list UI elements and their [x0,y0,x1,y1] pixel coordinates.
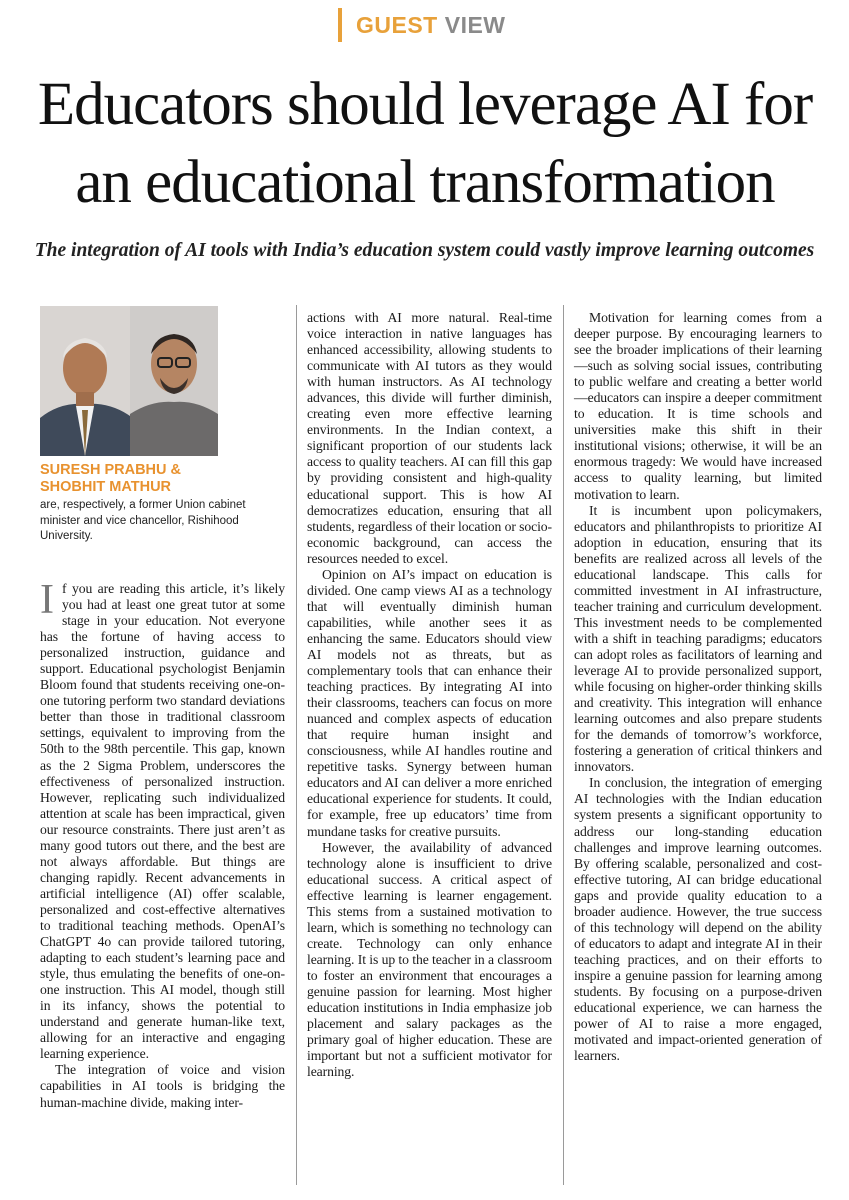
paragraph-text: f you are reading this article, it’s likely you had at least one great tutor at some stage in your education. Not everyone has the fortune of having access to personalized instruction, guidance and support. Educational psychologist Benjamin Bloom found that students receiving one-on-one tutoring perform two standard deviations better than those in traditional classroom settings, equivalent to improving from the 50th to the 98th percentile. This gap, known as the 2 Sigma Problem, underscores the effectiveness of personalized instruction. However, replicating such individualized attention at scale has been impractical, given our resource constraints. There just aren’t as many good tutors out there, and the best are not always affordable. But things are changing rapidly. Recent advancements in artificial intelligence (AI) offer scalable, personalized and cost-effective alternatives to traditional teaching methods. OpenAI’s ChatGPT 4o can provide tailored tutoring, adapting to each student’s learning pace and style, thus emulating the benefits of one-on-one instruction. This AI model, though still in its infancy, shows the potential to understand and generate human-like text, allowing for an interactive and engaging learning experience. [40,581,285,1062]
article-paragraph: However, the availability of advanced technology alone is insufficient to drive educational success. A critical aspect of effective learning is learner engagement. This stems from a sustained motivation to learn, which is something no technology can create. Technology can only enhance learning. It is up to the teacher in a classroom to foster an environment that encourages a genuine passion for learning. Most higher education institutions in India emphasize job placement and salary packages as the primary goal of higher education. These are important but not a sufficient motivator for learning. [307,839,552,1080]
article-paragraph: Motivation for learning comes from a deeper purpose. By encouraging learners to see the broader implications of their learning—such as solving social issues, contributing to public welfare and creating a better world—educators can inspire a deeper commitment to education. It is time schools and universities make this shift in their institutional visions; otherwise, it will be an enormous tragedy: We would have increased access to quality learning, but limited motivation to learn. [574,310,822,502]
article-paragraph: actions with AI more natural. Real-time voice interaction in native languages has enhanced accessibility, allowing students to communicate with AI tutors as they would with human instructors. As AI technology advances, this divide will further diminish, creating even more effective learning environments. In the Indian context, a significant proportion of our students lack access to quality teachers. AI can fill this gap by providing consistent and high-quality educational support. This is how AI democratizes education, ensuring that all students, regardless of their location or socio-economic background, can access the resources needed to excel. [307,310,552,566]
article-column-1 [40,577,285,1111]
article-paragraph: In conclusion, the integration of emerging AI technologies with the Indian education system presents a significant opportunity to address our long-standing education challenges and improve learning outcomes. By offering scalable, personalized and cost-effective tutoring, AI can bridge educational gaps and provide quality education to a broader audience. However, the true success of this technology will depend on the ability of educators to adapt and integrate AI in their teaching practices, and on their efforts to inspire a genuine passion for learning among students. By focusing on a purpose-driven educational experience, we can harness the power of AI to raise a more engaged, motivated and impact-oriented generation of learners. [574,775,822,1064]
author-names-line1: SURESH PRABHU & [40,462,181,478]
author-bio: are, respectively, a former Union cabinet minister and vice chancellor, Rishihood University. [40,499,246,542]
article-paragraph: Opinion on AI’s impact on education is divided. One camp views AI as a technology that will eventually diminish human capabilities, while another sees it as enhancing the same. Educators should view AI models not as threats, but as complementary tools that can enhance their teaching practices. By integrating AI into their classrooms, teachers can focus on more nuanced and complex aspects of education that require human insight and consciousness, while AI handles routine and repetitive tasks. Synergy between human educators and AI can deliver a more enriched educational experience for students. It could, for example, free up educators’ time from mundane tasks for creative pursuits. [307,566,552,839]
section-label-guest: GUEST [356,11,438,38]
article-column-2 [307,310,552,1080]
section-tag [338,8,506,42]
standfirst: The integration of AI tools with India’s education system could vastly improve learning outcomes [34,240,815,261]
column-rule [563,305,564,1185]
headline: Educators should leverage AI for an educational transformation [37,71,813,216]
article-paragraph: It is incumbent upon policymakers, educators and philanthropists to prioritize AI adoption in education, ensuring that its benefits are realized across all levels of the educational landscape. This calls for committed investment in AI infrastructure, teacher training and curriculum development. This investment needs to be complemented with a shift in teaching paradigms; educators can adopt roles as facilitators of learning and leverage AI to provide personalized support, while focusing on higher-order thinking skills and creativity. This integration will enhance learning outcomes and also prepare students for the demands of tomorrow’s workforce, fostering a generation of critical thinkers and innovators. [574,502,822,775]
drop-cap: I [40,577,54,623]
author-photo-prabhu [40,306,130,456]
article-paragraph: The integration of voice and vision capabilities in AI tools is bridging the human-machine divide, making inter- [40,1062,285,1110]
portrait-icon [130,306,218,456]
section-label-view: VIEW [444,11,506,38]
column-rule [296,305,297,1185]
author-photo-mathur [130,306,218,456]
author-names-line2: SHOBHIT MATHUR [40,479,172,495]
portrait-icon [40,306,130,456]
section-accent-bar [338,8,342,42]
article-paragraph [40,577,285,1062]
article-column-3 [574,310,822,1064]
author-names [40,462,270,496]
